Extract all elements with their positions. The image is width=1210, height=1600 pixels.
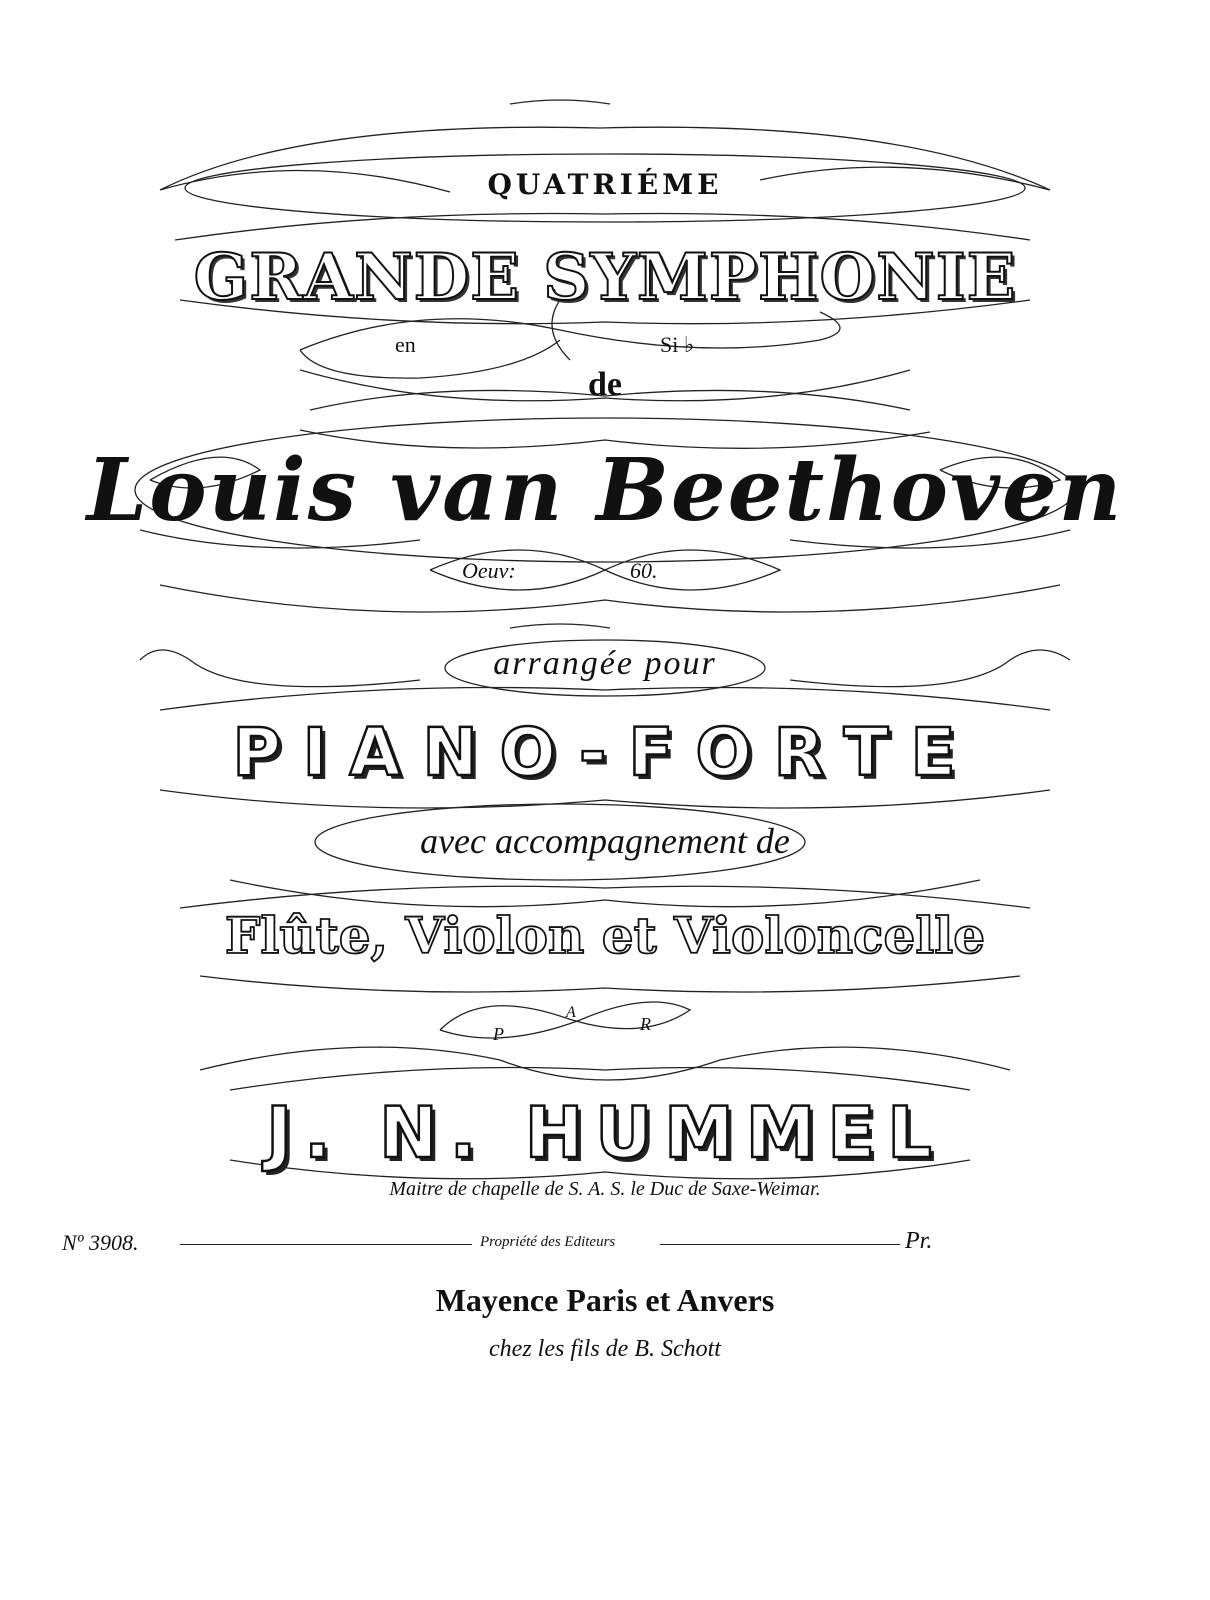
arranger-name: J. N. HUMMEL bbox=[266, 1092, 944, 1174]
rule-left bbox=[180, 1244, 472, 1245]
flourish-opus-wide bbox=[160, 585, 1060, 612]
opus-label: Oeuv: bbox=[462, 558, 516, 583]
par-letter-a: A bbox=[566, 1004, 576, 1021]
opus-number: 60. bbox=[630, 558, 658, 583]
arranger-title: Maitre de chapelle de S. A. S. le Duc de Saxe-Weimar. bbox=[389, 1178, 821, 1200]
par-letter-p: P bbox=[493, 1024, 504, 1044]
instrument-piano-forte: PIANO-FORTE bbox=[232, 714, 978, 791]
title-line-quatrieme: QUATRIÉME bbox=[487, 168, 723, 201]
key-en: en bbox=[395, 332, 416, 357]
accompaniment-intro: avec accompagnement de bbox=[420, 821, 790, 861]
par-letter-r: R bbox=[640, 1014, 651, 1034]
propriete-notice: Propriété des Editeurs bbox=[480, 1234, 616, 1250]
flourish-par-wide bbox=[200, 1047, 1010, 1080]
flourish-arrangee-divider bbox=[510, 624, 610, 628]
flourish-par bbox=[440, 1002, 690, 1038]
composer-name: Louis van Beethoven bbox=[86, 440, 1124, 541]
plate-number: Nº 3908. bbox=[62, 1230, 139, 1255]
key-si-flat: Si ♭ bbox=[660, 332, 695, 357]
flourish-top bbox=[510, 100, 610, 104]
imprint-publisher: chez les fils de B. Schott bbox=[489, 1336, 721, 1362]
flourish-avec-tail bbox=[230, 880, 980, 907]
title-line-de: de bbox=[588, 366, 622, 403]
price-label: Pr. bbox=[905, 1228, 933, 1254]
title-line-grande-symphonie: GRANDE SYMPHONIE bbox=[193, 240, 1017, 315]
imprint-cities: Mayence Paris et Anvers bbox=[435, 1282, 775, 1318]
accompaniment-instruments: Flûte, Violon et Violoncelle bbox=[224, 906, 986, 965]
arrangement-line: arrangée pour bbox=[493, 645, 717, 682]
rule-right bbox=[660, 1244, 900, 1245]
